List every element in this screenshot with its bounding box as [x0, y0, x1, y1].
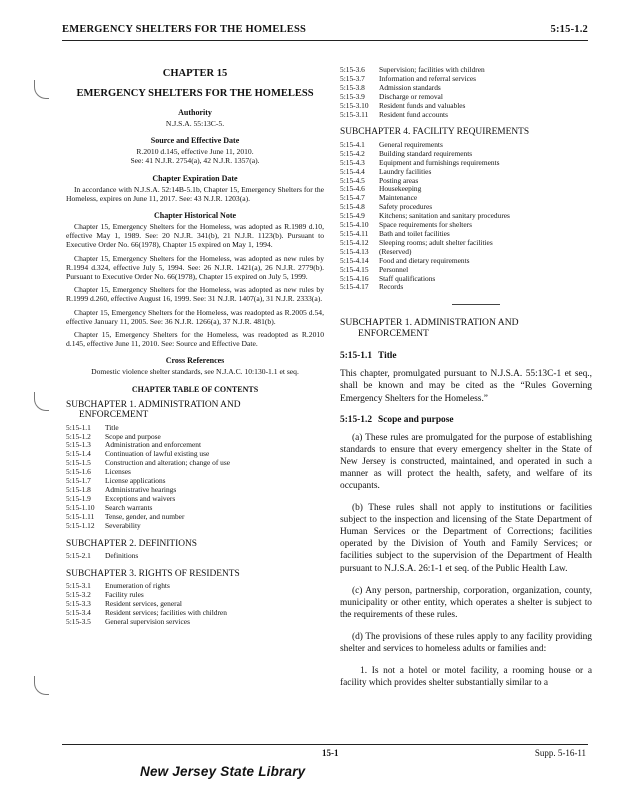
- toc-entry-title: Severability: [105, 520, 141, 530]
- toc-entry-title: Construction and alteration; change of use: [105, 458, 230, 468]
- toc-entry-title: Title: [105, 422, 119, 432]
- toc-entry-title: Exceptions and waivers: [105, 493, 176, 503]
- toc-entry-title: Tense, gender, and number: [105, 511, 185, 521]
- toc-entry-title: Safety procedures: [379, 202, 433, 212]
- running-head-section: 5:15-1.2: [550, 24, 588, 35]
- toc-entry-number: 5:15-1.12: [66, 520, 95, 530]
- toc-entry-number: 5:15-4.3: [340, 157, 365, 167]
- margin-punch-mark: [34, 392, 49, 411]
- toc-entry-number: 5:15-1.9: [66, 493, 91, 503]
- source-line-2: See: 41 N.J.R. 2754(a), 42 N.J.R. 1357(a).: [130, 156, 260, 166]
- expiration-heading: Chapter Expiration Date: [152, 173, 238, 183]
- toc-entry-number: 5:15-3.9: [340, 91, 365, 101]
- toc-entry-title: Resident fund accounts: [379, 109, 448, 119]
- toc-subchapter-1-heading: [66, 400, 324, 421]
- cross-references-text: Domestic violence shelter standards, see N.J.A.C. 10:130-1.1 et seq.: [91, 367, 299, 377]
- toc-entry-title: Food and dietary requirements: [379, 255, 470, 265]
- toc-entry-title: Laundry facilities: [379, 166, 432, 176]
- toc-subchapter-1-line-1: SUBCHAPTER 1. ADMINISTRATION AND: [66, 399, 241, 410]
- supplement-date: Supp. 5-16-11: [534, 748, 586, 758]
- toc-entry-title: Equipment and furnishings requirements: [379, 157, 500, 167]
- toc-entry: [66, 522, 324, 531]
- toc-entry: [340, 84, 592, 93]
- section-1-1-body: This chapter, promulgated pursuant to N.J.S.A. 55:13C-1 et seq., shall be known and may be cited as the “Rules Governing Emergency Shelters for the Homeless.”: [340, 369, 592, 404]
- toc-entry-number: 5:15-1.7: [66, 476, 91, 486]
- toc-subchapter-2-heading: SUBCHAPTER 2. DEFINITIONS: [66, 538, 197, 549]
- toc-entry: [340, 102, 592, 111]
- margin-punch-mark: [34, 676, 49, 695]
- library-watermark: New Jersey State Library: [140, 764, 306, 779]
- section-1-2-paragraph-b: (b) These rules shall not apply to institutions or facilities subject to the inspection and licensing of the State Department of Human Services or the Department of Corrections; facilities operated by the Division of Youth and Family Services; or facilities subject to the supervision of the Department of Health pursuant to N.J.S.A. 26:1-1 et seq. of the Public Health Law.: [340, 503, 592, 574]
- margin-punch-mark: [34, 80, 49, 99]
- toc-title: CHAPTER TABLE OF CONTENTS: [131, 384, 259, 394]
- toc-entry-number: 5:15-1.10: [66, 502, 95, 512]
- toc-entry-number: 5:15-2.1: [66, 551, 91, 561]
- toc-entry-title: Bath and toilet facilities: [379, 229, 450, 238]
- toc-entry-title: Search warrants: [105, 502, 153, 512]
- toc-entry: [66, 552, 324, 561]
- toc-entry-title: Administration and enforcement: [105, 440, 202, 450]
- history-paragraph: Chapter 15, Emergency Shelters for the Homeless, was readopted as R.2005 d.54, effective January 11, 2005. See: 36 N.J.R. 1266(a), 37 N.J.R. 481(b).: [66, 307, 324, 326]
- toc-subchapter-2-list: [66, 552, 324, 561]
- toc-entry-title: Resident services; facilities with children: [105, 608, 227, 618]
- history-heading: Chapter Historical Note: [153, 211, 237, 221]
- toc-entry-title: Records: [379, 282, 404, 292]
- toc-entry: [340, 239, 592, 248]
- toc-entry-number: 5:15-1.3: [66, 440, 91, 450]
- toc-entry-title: General requirements: [379, 139, 443, 149]
- expiration-text: In accordance with N.J.S.A. 52:14B-5.1b, Chapter 15, Emergency Shelters for the Homeless, expires on June 11, 2017. See: 43 N.J.R. 1203(a).: [66, 184, 324, 203]
- subchapter-heading-line-1: SUBCHAPTER 1. ADMINISTRATION AND: [340, 317, 519, 329]
- toc-entry-number: 5:15-1.4: [66, 449, 91, 459]
- toc-entry-number: 5:15-3.8: [340, 82, 365, 92]
- toc-entry-title: Definitions: [105, 551, 139, 561]
- toc-entry-title: Continuation of lawful existing use: [105, 449, 210, 459]
- toc-entry-title: (Reserved): [379, 246, 412, 256]
- source-heading: Source and Effective Date: [150, 136, 240, 146]
- toc-entry-number: 5:15-1.11: [66, 511, 95, 521]
- toc-entry-number: 5:15-4.12: [340, 237, 369, 247]
- toc-entry: [340, 221, 592, 230]
- toc-entry-title: Facility rules: [105, 590, 144, 600]
- toc-entry-title: Resident funds and valuables: [379, 100, 466, 110]
- authority-heading: Authority: [178, 108, 212, 117]
- toc-entry-number: 5:15-4.16: [340, 273, 369, 283]
- right-column: [340, 66, 592, 699]
- toc-entry-number: 5:15-4.2: [340, 148, 365, 158]
- toc-entry-number: 5:15-4.1: [340, 139, 365, 149]
- toc-subchapter-4-list: [340, 141, 592, 292]
- toc-subchapter-3-heading: SUBCHAPTER 3. RIGHTS OF RESIDENTS: [66, 568, 240, 579]
- section-title: Title: [378, 351, 397, 362]
- toc-entry: [340, 177, 592, 186]
- toc-entry-title: Administrative hearings: [105, 485, 177, 494]
- footer-rule: [62, 744, 588, 745]
- toc-entry: [340, 75, 592, 84]
- section-number: 5:15-1.1: [340, 351, 373, 362]
- page-number: 15-1: [322, 748, 339, 758]
- toc-entry: [340, 257, 592, 266]
- toc-entry-number: 5:15-1.6: [66, 467, 91, 477]
- toc-entry-number: 5:15-4.6: [340, 184, 365, 194]
- history-paragraph: Chapter 15, Emergency Shelters for the Homeless, was adopted as new rules by R.1999 d.260, effective August 16, 1999. See: 31 N.J.R. 1407(a), 31 N.J.R. 2333(a).: [66, 285, 324, 304]
- toc-entry-number: 5:15-4.8: [340, 202, 365, 212]
- toc-entry: [340, 283, 592, 292]
- toc-entry-number: 5:15-3.11: [340, 109, 369, 119]
- section-title: Scope and purpose: [378, 414, 454, 425]
- toc-entry: [340, 93, 592, 102]
- toc-entry: [340, 159, 592, 168]
- chapter-number: CHAPTER 15: [162, 68, 228, 79]
- toc-entry-number: 5:15-4.11: [340, 229, 369, 238]
- toc-entry-title: Kitchens; sanitation and sanitary procedures: [379, 211, 510, 221]
- toc-entry-title: Licenses: [105, 467, 131, 477]
- running-head-title: EMERGENCY SHELTERS FOR THE HOMELESS: [62, 24, 307, 35]
- running-head: [62, 22, 588, 40]
- history-paragraph: Chapter 15, Emergency Shelters for the Homeless, was readopted as R.2010 d.145, effective June 11, 2010. See: Source and Effective Date.: [66, 330, 324, 349]
- toc-entry-number: 5:15-3.10: [340, 100, 369, 110]
- toc-subchapter-4-heading: SUBCHAPTER 4. FACILITY REQUIREMENTS: [340, 127, 530, 138]
- toc-entry-title: Staff qualifications: [379, 273, 436, 283]
- toc-entry: [66, 618, 324, 627]
- toc-entry-number: 5:15-1.1: [66, 422, 91, 432]
- toc-entry-number: 5:15-3.4: [66, 608, 91, 618]
- toc-entry-number: 5:15-1.8: [66, 485, 91, 494]
- toc-entry-number: 5:15-1.2: [66, 431, 91, 441]
- authority-text: N.J.S.A. 55:13C-5.: [165, 119, 225, 128]
- subchapter-heading: [340, 317, 592, 339]
- toc-entry-title: Supervision; facilities with children: [379, 65, 485, 74]
- toc-entry-number: 5:15-4.10: [340, 220, 369, 230]
- section-1-1-heading: [340, 351, 592, 361]
- toc-subchapter-1-line-2: ENFORCEMENT: [79, 410, 149, 421]
- toc-entry-title: General supervision services: [105, 617, 190, 627]
- toc-entry: [340, 168, 592, 177]
- toc-entry-title: Housekeeping: [379, 184, 422, 194]
- left-column: [66, 68, 324, 635]
- toc-entry-number: 5:15-4.4: [340, 166, 365, 176]
- section-divider: [452, 304, 500, 305]
- toc-subchapter-1-list: [66, 424, 324, 531]
- toc-entry-number: 5:15-4.15: [340, 264, 369, 274]
- toc-entry-number: 5:15-3.3: [66, 599, 91, 609]
- toc-entry-title: Sleeping rooms; adult shelter facilities: [379, 237, 493, 247]
- toc-entry: [340, 111, 592, 120]
- toc-subchapter-3-list-continued: [340, 66, 592, 119]
- section-1-2-paragraph-a: (a) These rules are promulgated for the purpose of establishing standards to ensure that every emergency shelter in the State of New Jersey is constructed, maintained, and operated in such a manner as will protect the health, safety, and welfare of its occupants.: [340, 432, 592, 491]
- toc-entry-title: Discharge or removal: [379, 91, 443, 101]
- toc-entry-number: 5:15-3.6: [340, 65, 365, 74]
- toc-entry: [340, 194, 592, 203]
- toc-entry-title: Scope and purpose: [105, 431, 161, 441]
- toc-entry-number: 5:15-4.17: [340, 282, 369, 292]
- toc-entry: [340, 185, 592, 194]
- section-1-2-paragraph-d: (d) The provisions of these rules apply to any facility providing shelter and services to homeless adults or families and:: [340, 631, 592, 655]
- toc-entry-title: Personnel: [379, 264, 409, 274]
- toc-entry-number: 5:15-3.2: [66, 590, 91, 600]
- toc-entry-number: 5:15-4.9: [340, 211, 365, 221]
- subchapter-heading-line-2: ENFORCEMENT: [358, 328, 429, 340]
- section-1-2-heading: [340, 415, 592, 425]
- toc-entry-number: 5:15-4.5: [340, 175, 365, 185]
- history-paragraph: Chapter 15, Emergency Shelters for the Homeless, was adopted as R.1989 d.10, effective May 1, 1989. See: 20 N.J.R. 341(b), 21 N.J.R. 1123(b). Pursuant to Executive Order No. 66(1978), Chapter 15 expired on May 1, 1994.: [66, 222, 324, 250]
- toc-entry: [340, 275, 592, 284]
- history-paragraph: Chapter 15, Emergency Shelters for the Homeless, was adopted as new rules by R.1994 d.324, effective July 5, 1994. See: 26 N.J.R. 1421(a), 26 N.J.R. 2779(b). Pursuant to Executive Order No. 66(1978), Chapter 15 expired on July 5, 1999.: [66, 253, 324, 282]
- section-number: 5:15-1.2: [340, 414, 373, 425]
- toc-subchapter-3-list: [66, 582, 324, 627]
- chapter-title: EMERGENCY SHELTERS FOR THE HOMELESS: [76, 88, 314, 99]
- toc-entry-number: 5:15-4.13: [340, 246, 369, 256]
- toc-entry-title: Information and referral services: [379, 73, 477, 83]
- toc-entry-title: Posting areas: [379, 175, 419, 185]
- toc-entry-title: License applications: [105, 476, 166, 486]
- toc-entry-title: Resident services, general: [105, 599, 182, 609]
- toc-entry-title: Building standard requirements: [379, 148, 473, 158]
- toc-entry-title: Maintenance: [379, 193, 418, 203]
- section-1-2-paragraph-d1: 1. Is not a hotel or motel facility, a rooming house or a facility which provides shelter substantially similar to a: [340, 666, 592, 689]
- header-rule: [62, 40, 588, 41]
- cross-references-heading: Cross References: [165, 356, 225, 366]
- toc-entry-number: 5:15-4.7: [340, 193, 365, 203]
- toc-entry-number: 5:15-3.7: [340, 73, 365, 83]
- toc-entry-number: 5:15-3.5: [66, 617, 91, 627]
- toc-entry-title: Space requirements for shelters: [379, 220, 472, 230]
- toc-entry-number: 5:15-3.1: [66, 581, 91, 591]
- toc-entry-title: Admission standards: [379, 82, 441, 92]
- toc-entry-number: 5:15-1.5: [66, 458, 91, 468]
- source-line-1: R.2010 d.145, effective June 11, 2010.: [136, 147, 254, 157]
- toc-entry: [340, 266, 592, 275]
- toc-entry-title: Enumeration of rights: [105, 581, 170, 591]
- section-1-2-paragraph-c: (c) Any person, partnership, corporation, organization, county, municipality or other entity, which operates a shelter is subject to the requirements of these rules.: [340, 585, 592, 620]
- toc-entry-number: 5:15-4.14: [340, 255, 369, 265]
